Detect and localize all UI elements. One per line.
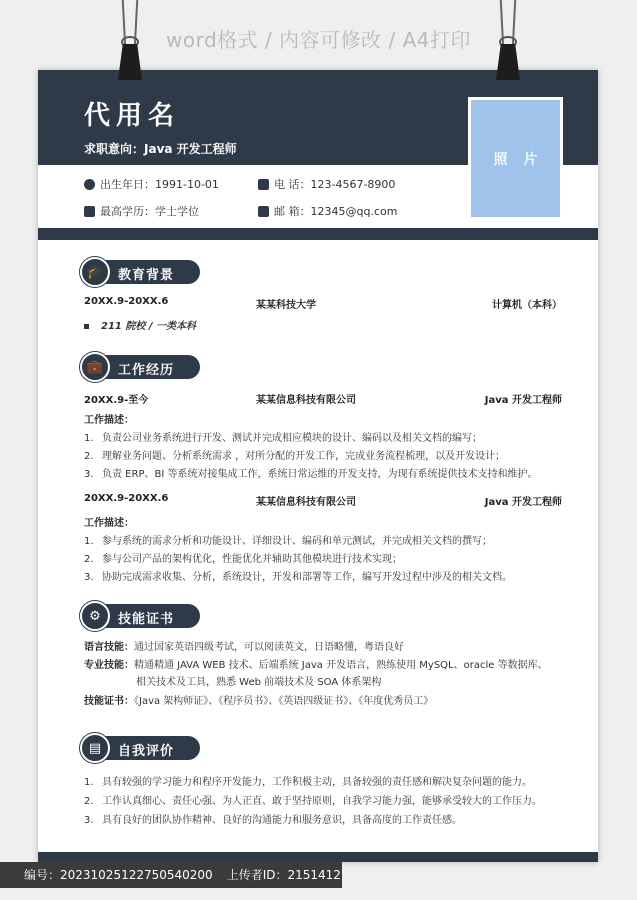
section-skills bbox=[80, 604, 200, 628]
job-desc-label: 工作描述： bbox=[84, 415, 134, 426]
info-degree bbox=[84, 203, 199, 219]
list-item-text: 负责 ERP、BI 等系统对接集成工作，系统日常运维的开发支持，为现有系统提供技术支持和维护。 bbox=[102, 469, 538, 480]
skill-professional-line2: 相关技术及工具，熟悉 Web 前端技术及 SOA 体系架构 bbox=[136, 677, 382, 688]
job-target bbox=[84, 140, 237, 157]
job-target-label: 求职意向： bbox=[84, 142, 145, 156]
list-item-text: 具有较强的学习能力和程序开发能力，工作积极主动，具备较强的责任感和解决复杂问题的能力。 bbox=[102, 777, 532, 788]
list-item: 2. 工作认真细心、责任心强、为人正直、敢于坚持原则，自我学习能力强，能够承受较大的工作压力。 bbox=[84, 796, 542, 807]
list-item: 2. 理解业务问题、分析系统需求 ，对所分配的开发工作，完成业务流程梳理，以及开发设计； bbox=[84, 451, 506, 462]
job-target-value: Java 开发工程师 bbox=[144, 142, 237, 156]
education-sub bbox=[84, 317, 196, 332]
job-role: Java 开发工程师 bbox=[484, 497, 562, 508]
skill-certificates bbox=[84, 693, 564, 710]
skill-professional-line1: 精通精通 JAVA WEB 技术、后端系统 Java 开发语言，熟练使用 MySQL、oracle 等数据库、 bbox=[134, 660, 548, 671]
list-item: 2. 参与公司产品的架构优化，性能优化并辅助其他模块进行技术实现； bbox=[84, 554, 402, 565]
binder-clip-left bbox=[114, 0, 146, 82]
skill-language bbox=[84, 639, 564, 656]
binder-clip-right bbox=[492, 0, 524, 82]
list-item: 3. 协助完成需求收集、分析，系统设计，开发和部署等工作，编写开发过程中涉及的相关文档。 bbox=[84, 572, 512, 583]
briefcase-icon: 💼 bbox=[80, 352, 110, 382]
info-phone bbox=[258, 176, 395, 192]
list-item-text: 具有良好的团队协作精神、良好的沟通能力和服务意识，具备高度的工作责任感。 bbox=[102, 815, 462, 826]
mail-icon bbox=[258, 206, 269, 217]
skill-certificates-text: 《Java 架构师证》、《程序员书》、《英语四级证书》、《年度优秀员工》 bbox=[134, 696, 434, 707]
list-item: 3. 具有良好的团队协作精神、良好的沟通能力和服务意识，具备高度的工作责任感。 bbox=[84, 815, 462, 826]
header-divider bbox=[38, 228, 598, 240]
skill-language-label: 语言技能： bbox=[84, 642, 134, 653]
skill-professional bbox=[84, 657, 564, 691]
gear-icon: ⚙ bbox=[80, 601, 110, 631]
bullet-square bbox=[84, 324, 89, 329]
footer-bar bbox=[38, 852, 598, 862]
section-title: 自我评价 bbox=[118, 744, 175, 759]
calendar-icon bbox=[84, 179, 95, 190]
footer-uploader: 上传者ID：2151412 bbox=[226, 868, 341, 882]
candidate-name: 代用名 bbox=[84, 101, 181, 131]
list-item-text: 参与公司产品的架构优化，性能优化并辅助其他模块进行技术实现； bbox=[102, 554, 402, 565]
photo-placeholder[interactable]: 照片 bbox=[468, 97, 563, 220]
list-item: 1. 负责公司业务系统进行开发、测试并完成相应模块的设计、编码以及相关文档的编写； bbox=[84, 433, 482, 444]
info-phone-text: 电 话：123-4567-8900 bbox=[274, 178, 396, 191]
info-birth bbox=[84, 176, 219, 192]
job-period: 20XX.9-至今 bbox=[84, 395, 149, 406]
section-title: 技能证书 bbox=[118, 612, 175, 627]
job-company: 某某信息科技有限公司 bbox=[256, 395, 356, 406]
section-work bbox=[80, 355, 200, 379]
skill-professional-label: 专业技能： bbox=[84, 660, 134, 671]
education-sub-text: 211 院校 / 一类本科 bbox=[101, 321, 196, 332]
skill-language-text: 通过国家英语四级考试，可以阅读英文，日语略懂，粤语良好 bbox=[134, 642, 404, 653]
list-item-text: 协助完成需求收集、分析，系统设计，开发和部署等工作，编写开发过程中涉及的相关文档。 bbox=[102, 572, 512, 583]
education-school: 某某科技大学 bbox=[256, 300, 316, 311]
education-major: 计算机（本科） bbox=[492, 300, 562, 311]
list-item-text: 工作认真细心、责任心强、为人正直、敢于坚持原则，自我学习能力强，能够承受较大的工作压力。 bbox=[102, 796, 542, 807]
list-item-text: 负责公司业务系统进行开发、测试并完成相应模块的设计、编码以及相关文档的编写； bbox=[102, 433, 482, 444]
footer-code-strip bbox=[0, 862, 342, 888]
education-period: 20XX.9-20XX.6 bbox=[84, 296, 169, 307]
job-desc-label: 工作描述： bbox=[84, 518, 134, 529]
section-title: 教育背景 bbox=[118, 268, 175, 283]
job-period: 20XX.9-20XX.6 bbox=[84, 493, 169, 504]
graduation-cap-icon: 🎓 bbox=[80, 257, 110, 287]
job-role: Java 开发工程师 bbox=[484, 395, 562, 406]
info-degree-text: 最高学历：学士学位 bbox=[100, 205, 199, 218]
info-email-text: 邮 箱：12345@qq.com bbox=[274, 205, 398, 218]
list-item: 1. 具有较强的学习能力和程序开发能力，工作积极主动，具备较强的责任感和解决复杂问题的能力。 bbox=[84, 777, 532, 788]
phone-icon bbox=[258, 179, 269, 190]
section-education bbox=[80, 260, 200, 284]
skill-certificates-label: 技能证书： bbox=[84, 696, 134, 707]
info-birth-text: 出生年日：1991-10-01 bbox=[100, 178, 219, 191]
list-item-text: 参与系统的需求分析和功能设计、详细设计、编码和单元测试，并完成相关文档的撰写； bbox=[102, 536, 492, 547]
document-icon: ▤ bbox=[80, 733, 110, 763]
info-email bbox=[258, 203, 397, 219]
watermark-caption: word格式 / 内容可修改 / A4打印 bbox=[166, 28, 471, 52]
list-item: 3. 负责 ERP、BI 等系统对接集成工作，系统日常运维的开发支持，为现有系统提供技术支持和维护。 bbox=[84, 469, 538, 480]
job-company: 某某信息科技有限公司 bbox=[256, 497, 356, 508]
list-item-text: 理解业务问题、分析系统需求 ，对所分配的开发工作，完成业务流程梳理，以及开发设计； bbox=[102, 451, 506, 462]
list-item: 1. 参与系统的需求分析和功能设计、详细设计、编码和单元测试，并完成相关文档的撰写； bbox=[84, 536, 492, 547]
graduation-cap-icon bbox=[84, 206, 95, 217]
footer-code: 编号：20231025122750540200 bbox=[24, 868, 213, 882]
section-title: 工作经历 bbox=[118, 363, 175, 378]
section-self bbox=[80, 736, 200, 760]
resume-page bbox=[38, 70, 598, 862]
